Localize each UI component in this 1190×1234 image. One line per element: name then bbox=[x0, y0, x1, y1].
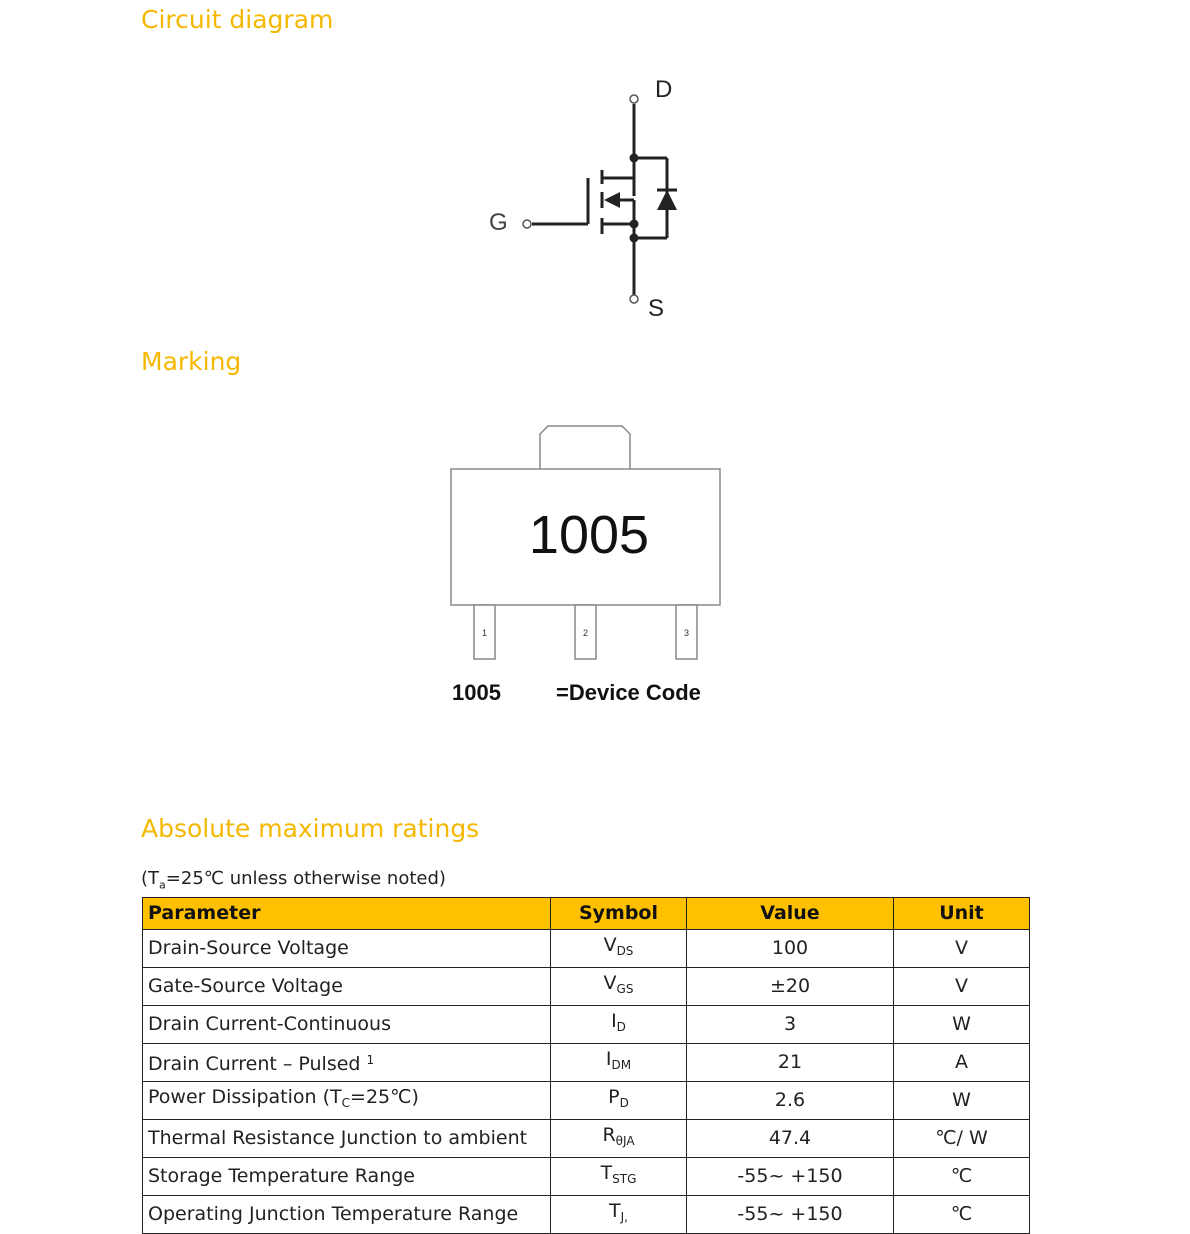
cell-value: 2.6 bbox=[687, 1082, 894, 1120]
channel-arrow bbox=[604, 192, 620, 208]
legend-device-code-text: =Device Code bbox=[556, 680, 701, 705]
drain-terminal bbox=[630, 95, 638, 103]
package-tab bbox=[540, 426, 630, 469]
cell-symbol: $T_{J,}$ bbox=[551, 1196, 687, 1234]
cell-unit: ℃/ W bbox=[894, 1120, 1030, 1158]
cell-parameter: Drain Current-Continuous bbox=[143, 1006, 551, 1044]
cell-unit: ℃ bbox=[894, 1158, 1030, 1196]
gate-terminal bbox=[523, 220, 531, 228]
cell-unit: ℃ bbox=[894, 1196, 1030, 1234]
pin-2-label: 2 bbox=[582, 628, 589, 638]
table-row bbox=[143, 1196, 1030, 1234]
cell-symbol: $R_{\theta JA}$ bbox=[551, 1120, 687, 1158]
header-value: Value bbox=[687, 898, 894, 930]
cell-parameter: Operating Junction Temperature Range bbox=[143, 1196, 551, 1234]
table-header-row bbox=[143, 898, 1030, 930]
ratings-condition-note: ($T_a=25℃$ unless otherwise noted) bbox=[141, 868, 446, 892]
legend-device-code: 1005 bbox=[452, 680, 501, 705]
body-diode bbox=[657, 190, 677, 210]
cell-value: 21 bbox=[687, 1044, 894, 1082]
cell-parameter: Drain Current – Pulsed $^1$ bbox=[143, 1044, 551, 1082]
section-title-marking: Marking bbox=[141, 347, 242, 376]
header-parameter: Parameter bbox=[143, 898, 551, 930]
cell-parameter: Gate-Source Voltage bbox=[143, 968, 551, 1006]
cell-unit: V bbox=[894, 968, 1030, 1006]
package-code-text: 1005 bbox=[528, 505, 650, 565]
cell-parameter: Power Dissipation $(T_C=25℃)$ bbox=[143, 1082, 551, 1120]
header-symbol: Symbol bbox=[551, 898, 687, 930]
table-row bbox=[143, 1044, 1030, 1082]
table-row bbox=[143, 1158, 1030, 1196]
cell-symbol: $T_{STG}$ bbox=[551, 1158, 687, 1196]
pin-1-label: 1 bbox=[481, 628, 488, 638]
cell-symbol: $V_{GS}$ bbox=[551, 968, 687, 1006]
table-row bbox=[143, 1006, 1030, 1044]
cell-symbol: $P_D$ bbox=[551, 1082, 687, 1120]
absolute-maximum-ratings-table bbox=[142, 897, 1030, 1234]
cell-parameter: Thermal Resistance Junction to ambient bbox=[143, 1120, 551, 1158]
section-title-absolute-maximum-ratings: Absolute maximum ratings bbox=[141, 814, 480, 843]
table-row bbox=[143, 930, 1030, 968]
source-label: S bbox=[648, 295, 665, 322]
cell-symbol: $I_{DM}$ bbox=[551, 1044, 687, 1082]
source-terminal bbox=[630, 295, 638, 303]
cell-unit: W bbox=[894, 1082, 1030, 1120]
cell-value: 3 bbox=[687, 1006, 894, 1044]
table-row bbox=[143, 1120, 1030, 1158]
cell-symbol: $V_{DS}$ bbox=[551, 930, 687, 968]
package-marking-drawing bbox=[440, 420, 740, 670]
cell-unit: V bbox=[894, 930, 1030, 968]
cell-value: 47.4 bbox=[687, 1120, 894, 1158]
cell-value: -55~ +150 bbox=[687, 1158, 894, 1196]
cell-symbol: $I_D$ bbox=[551, 1006, 687, 1044]
section-title-circuit-diagram: Circuit diagram bbox=[141, 5, 334, 34]
cell-value: -55~ +150 bbox=[687, 1196, 894, 1234]
pin-3-label: 3 bbox=[683, 628, 690, 638]
cell-parameter: Storage Temperature Range bbox=[143, 1158, 551, 1196]
gate-label: G bbox=[489, 209, 508, 236]
cell-value: 100 bbox=[687, 930, 894, 968]
header-unit: Unit bbox=[894, 898, 1030, 930]
cell-unit: A bbox=[894, 1044, 1030, 1082]
mosfet-circuit-diagram bbox=[470, 68, 710, 328]
cell-value: ±20 bbox=[687, 968, 894, 1006]
cell-parameter: Drain-Source Voltage bbox=[143, 930, 551, 968]
table-row bbox=[143, 1082, 1030, 1120]
cell-unit: W bbox=[894, 1006, 1030, 1044]
table-row bbox=[143, 968, 1030, 1006]
drain-label: D bbox=[655, 76, 673, 103]
